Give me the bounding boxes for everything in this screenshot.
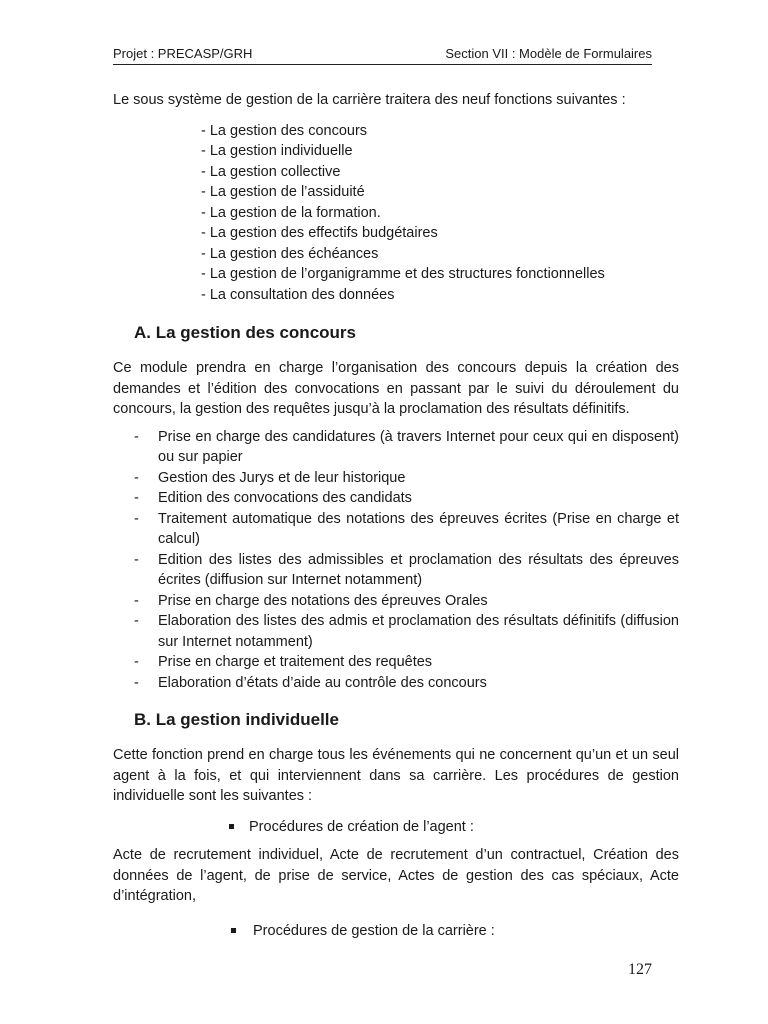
list-item: - Edition des convocations des candidats bbox=[134, 490, 412, 506]
bullet-item bbox=[113, 817, 679, 838]
header-section: Section VII : Modèle de Formulaires bbox=[445, 46, 652, 61]
list-item: - La gestion des échéances bbox=[201, 244, 679, 265]
page-number: 127 bbox=[628, 961, 652, 978]
list-item: - La gestion de l’assiduité bbox=[201, 182, 679, 203]
section-b-paragraph: Cette fonction prend en charge tous les événements qui ne concernent qu’un et un seul agent à la fois, et qui interviennent dans sa carrière. Les procédures de gestion individuelle sont les suivantes : bbox=[113, 747, 679, 804]
list-item: - La gestion de la formation. bbox=[201, 203, 679, 224]
list-item: - Edition des listes des admissibles et proclamation des résultats des épreuves écrites (diffusion sur Internet notamment) bbox=[134, 551, 679, 588]
page-content bbox=[113, 90, 679, 949]
list-item: - Gestion des Jurys et de leur historique bbox=[134, 469, 406, 486]
bullet-item bbox=[113, 921, 679, 942]
subsection-title: Procédures de gestion de la carrière : bbox=[253, 922, 495, 939]
list-item: - La gestion de l’organigramme et des structures fonctionnelles bbox=[201, 264, 679, 285]
intro-paragraph: Le sous système de gestion de la carrière traitera des neuf fonctions suivantes : bbox=[113, 92, 626, 108]
section-b-heading: B. La gestion individuelle bbox=[134, 710, 339, 729]
list-item: - Prise en charge des notations des épreuves Orales bbox=[134, 592, 488, 609]
list-item: - Elaboration d’états d’aide au contrôle des concours bbox=[134, 674, 487, 691]
list-item: - Prise en charge des candidatures (à travers Internet pour ceux qui en disposent) ou sur papier bbox=[134, 428, 679, 465]
section-a-list bbox=[113, 427, 679, 694]
square-bullet-icon bbox=[231, 928, 236, 933]
section-a-heading: A. La gestion des concours bbox=[134, 323, 356, 342]
list-item: - La gestion individuelle bbox=[201, 141, 679, 162]
list-item: - Traitement automatique des notations des épreuves écrites (Prise en charge et calcul) bbox=[134, 510, 679, 547]
list-item: - Elaboration des listes des admis et proclamation des résultats définitifs (diffusion sur Internet notamment) bbox=[134, 613, 679, 650]
header-project: Projet : PRECASP/GRH bbox=[113, 46, 253, 61]
square-bullet-icon bbox=[229, 824, 234, 829]
subsection-title: Procédures de création de l’agent : bbox=[249, 818, 474, 835]
page-header bbox=[113, 42, 652, 65]
list-item: - Prise en charge et traitement des requêtes bbox=[134, 654, 433, 670]
list-item: - La gestion collective bbox=[201, 162, 679, 183]
functions-list bbox=[113, 121, 679, 306]
list-item: - La gestion des effectifs budgétaires bbox=[201, 223, 679, 244]
list-item: - La consultation des données bbox=[201, 285, 679, 306]
list-item: - La gestion des concours bbox=[201, 121, 679, 142]
subsection-paragraph: Acte de recrutement individuel, Acte de recrutement d’un contractuel, Création des données de l’agent, de prise de service, Actes de gestion des cas spéciaux, Acte d’intégration, bbox=[113, 847, 679, 904]
section-a-paragraph: Ce module prendra en charge l’organisation des concours depuis la création des demandes et l’édition des convocations en passant par le suivi du déroulement du concours, la gestion des requêtes jusqu’à la proclamation des résultats définitifs. bbox=[113, 360, 679, 417]
